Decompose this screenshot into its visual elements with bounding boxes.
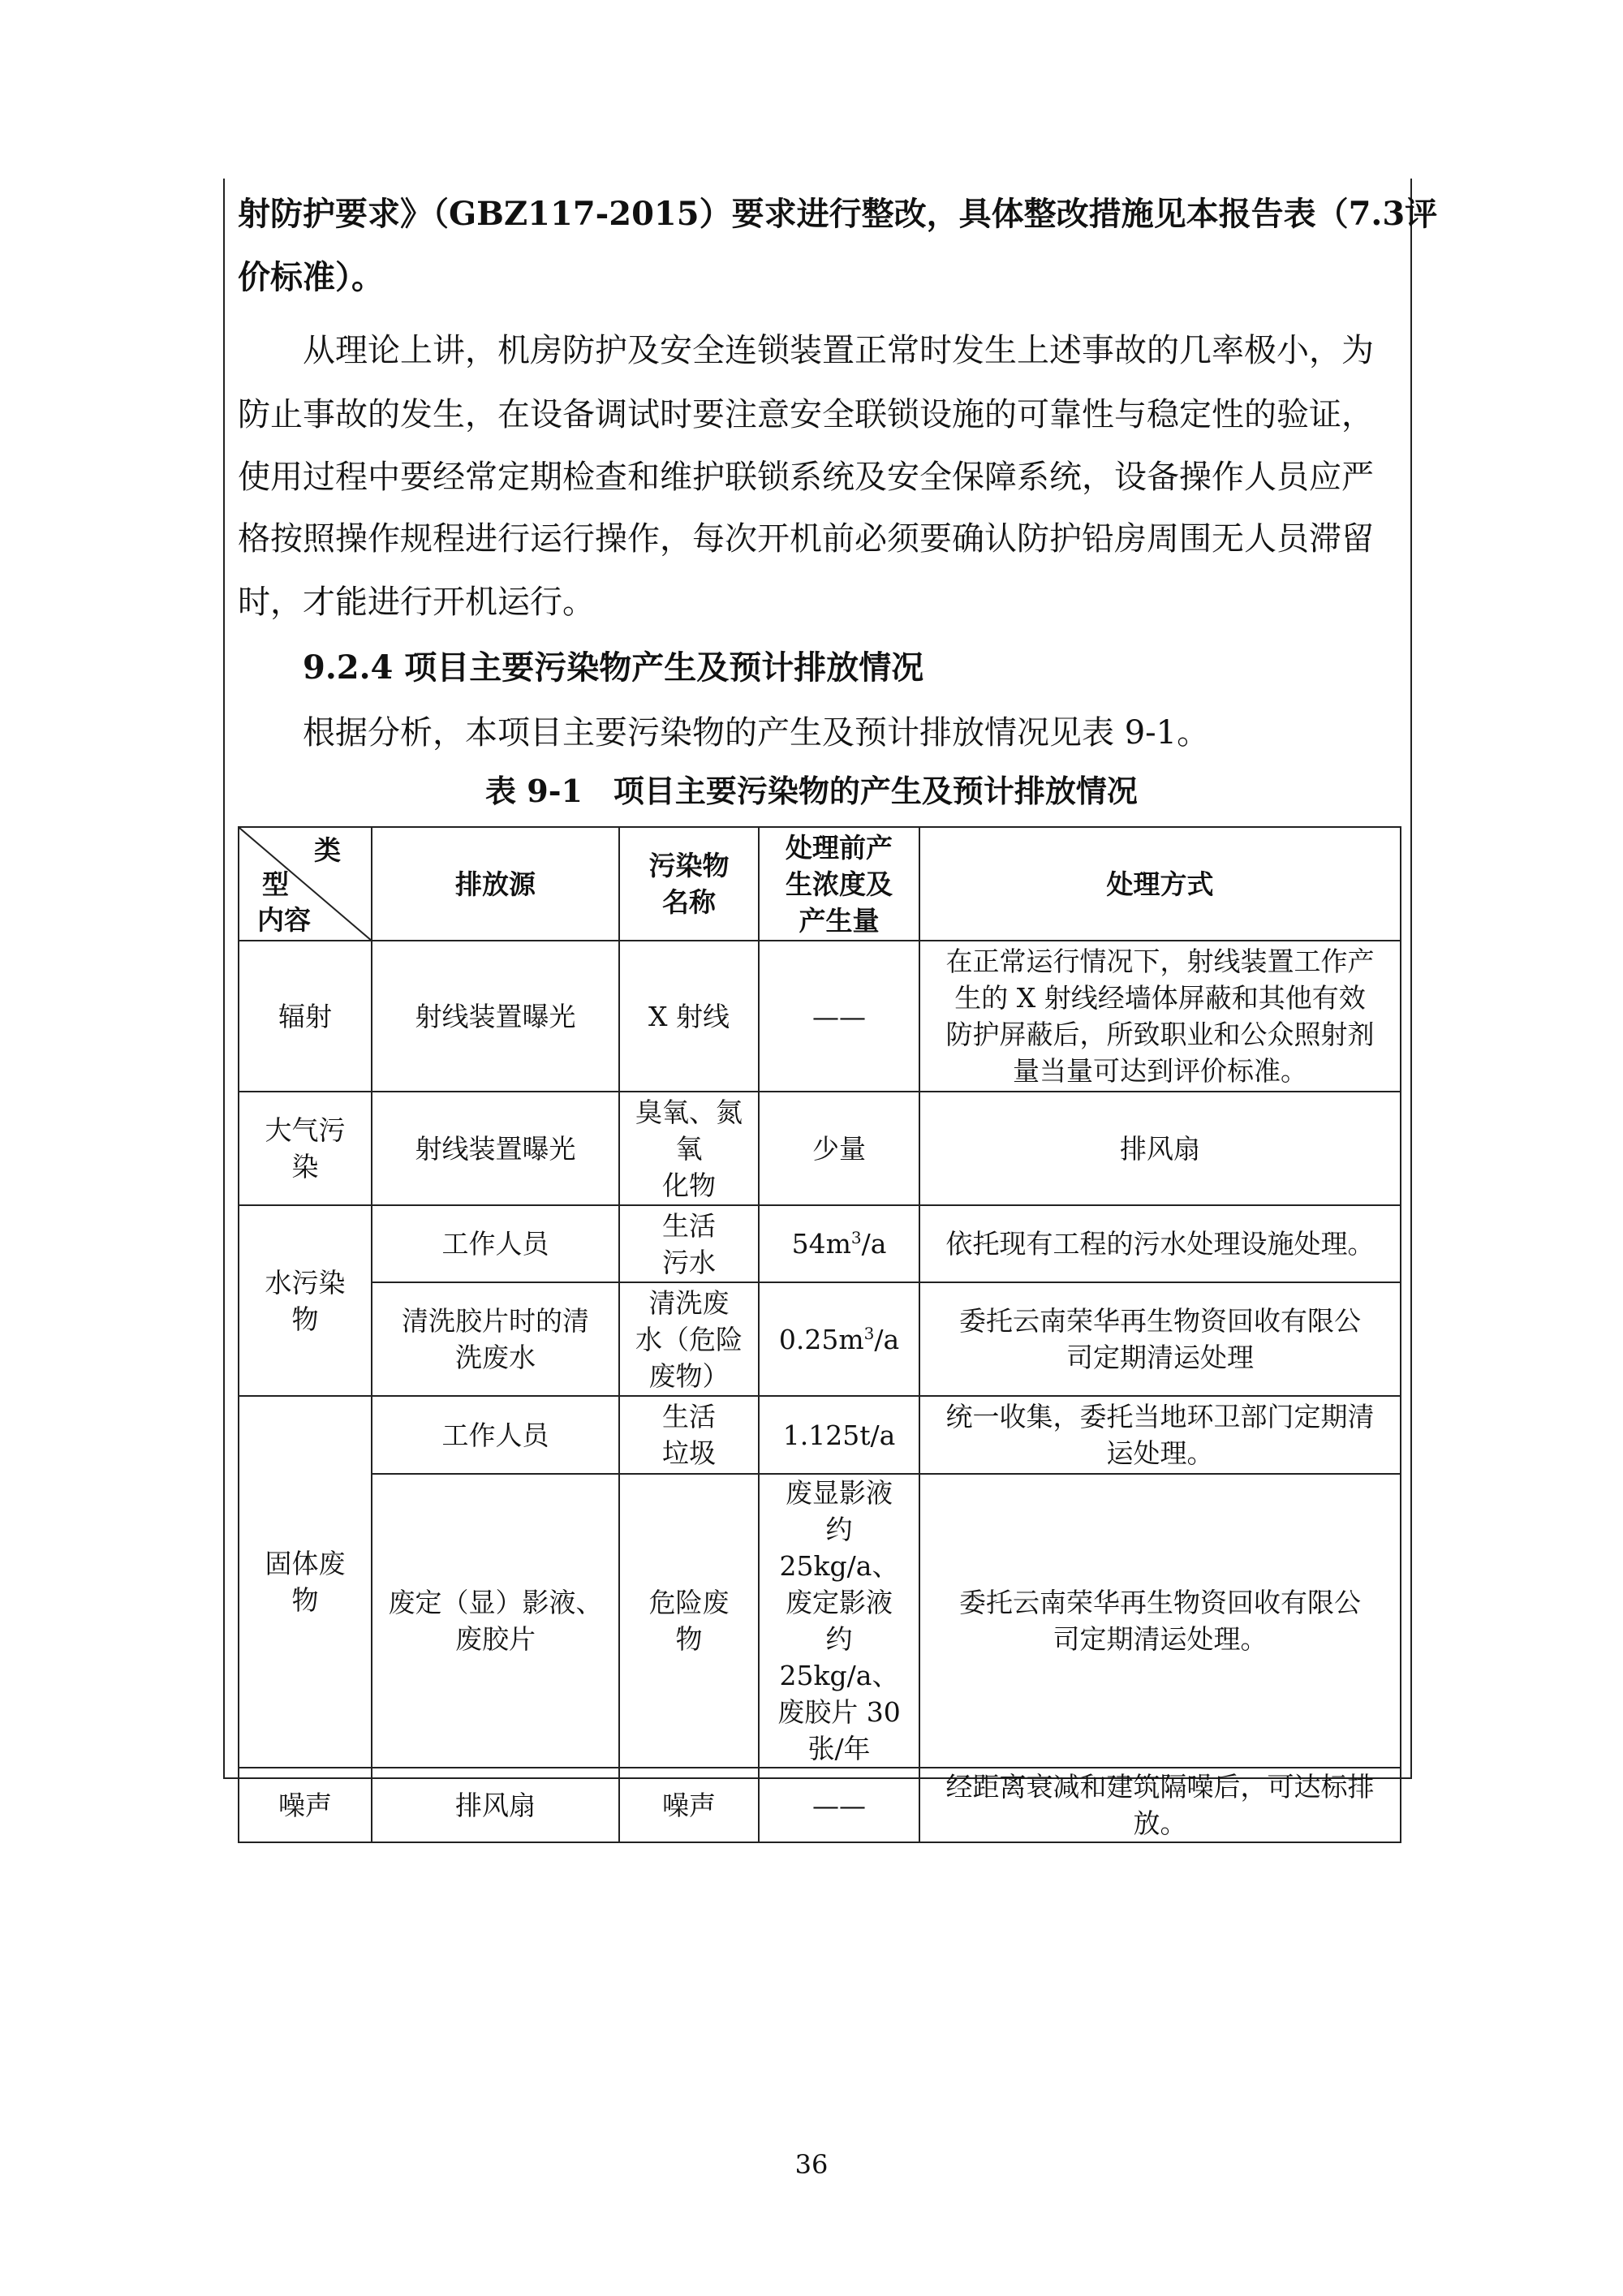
table-row-solid-2 bbox=[239, 1474, 1401, 1768]
amount-line: 张/年 bbox=[807, 1733, 871, 1764]
header-content: 内容 bbox=[257, 904, 311, 936]
amount-line: 废显影液 bbox=[786, 1477, 893, 1509]
method-line: 放。 bbox=[1133, 1807, 1187, 1839]
pollutant-line: 清洗废 bbox=[648, 1286, 730, 1319]
para2-line5: 时，才能进行开机运行。 bbox=[238, 584, 595, 621]
cell-category bbox=[239, 1205, 372, 1396]
method-line: 经距离衰减和建筑隔噪后，可达标排 bbox=[945, 1771, 1375, 1803]
para1-line1: 射防护要求》（GBZ117-2015）要求进行整改，具体整改措施见本报告表（7.3评 bbox=[238, 195, 1438, 233]
header-source: 排放源 bbox=[372, 827, 619, 941]
cell-method bbox=[919, 1768, 1401, 1842]
intro-text: 根据分析，本项目主要污染物的产生及预计排放情况见表 9-1。 bbox=[303, 714, 1210, 752]
table-caption: 表 9-1 项目主要污染物的产生及预计排放情况 bbox=[485, 773, 1138, 809]
cell-pollutant bbox=[619, 1396, 759, 1474]
source-line: 废胶片 bbox=[455, 1623, 536, 1655]
method-line: 委托云南荣华再生物资回收有限公 bbox=[959, 1305, 1361, 1337]
method-line: 统一收集，委托当地环卫部门定期清 bbox=[945, 1401, 1375, 1432]
cell-method bbox=[919, 941, 1401, 1092]
page-number: 36 bbox=[794, 2149, 829, 2180]
amount-value: 54m bbox=[791, 1228, 851, 1260]
pollutant-line: 生活 bbox=[662, 1401, 716, 1432]
cell-amount: 1.125t/a bbox=[759, 1396, 919, 1474]
cell-amount: —— bbox=[759, 1768, 919, 1842]
amount-line: 废胶片 30 bbox=[777, 1696, 901, 1728]
amount-value: 0.25m bbox=[778, 1323, 864, 1355]
para1-line2: 价标准）。 bbox=[238, 258, 384, 296]
method-line: 量当量可达到评价标准。 bbox=[1013, 1055, 1307, 1087]
cell-source: 射线装置曝光 bbox=[372, 941, 619, 1092]
table-row-air bbox=[239, 1092, 1401, 1205]
cell-category: 辐射 bbox=[239, 941, 372, 1092]
pollutant-line: 物 bbox=[675, 1623, 703, 1655]
header-type-2: 型 bbox=[262, 868, 289, 900]
header-pollutant bbox=[619, 827, 759, 941]
pollutant-line: 垃圾 bbox=[662, 1437, 716, 1469]
category-line: 物 bbox=[291, 1303, 319, 1335]
pollutant-line: 生活 bbox=[662, 1209, 716, 1242]
amount-line: 约 25kg/a、 bbox=[779, 1514, 899, 1582]
table-row-water-2 bbox=[239, 1282, 1401, 1396]
cell-pollutant bbox=[619, 1205, 759, 1282]
cell-method bbox=[919, 1282, 1401, 1396]
source-line: 废定（显）影液、 bbox=[388, 1587, 603, 1618]
method-line: 生的 X 射线经墙体屏蔽和其他有效 bbox=[954, 982, 1366, 1014]
cell-category bbox=[239, 1092, 372, 1205]
pollutant-line: 污水 bbox=[662, 1246, 716, 1278]
method-line: 司定期清运处理。 bbox=[1053, 1623, 1268, 1655]
pollutant-line: 化物 bbox=[662, 1169, 716, 1201]
cell-category: 噪声 bbox=[239, 1768, 372, 1842]
method-line: 运处理。 bbox=[1106, 1437, 1214, 1469]
cell-source: 工作人员 bbox=[372, 1396, 619, 1474]
amount-superscript: 3 bbox=[863, 1323, 875, 1343]
pollutant-line: 臭氧、氮 bbox=[635, 1096, 743, 1128]
cell-pollutant: 噪声 bbox=[619, 1768, 759, 1842]
pollutant-line: 水（危险 bbox=[635, 1323, 743, 1355]
cell-pollutant bbox=[619, 1282, 759, 1396]
table-row-noise bbox=[239, 1768, 1401, 1842]
cell-source bbox=[372, 1474, 619, 1768]
header-pollutant-l2: 名称 bbox=[662, 886, 716, 918]
cell-method: 排风扇 bbox=[919, 1092, 1401, 1205]
cell-source: 工作人员 bbox=[372, 1205, 619, 1282]
header-conc-l3: 产生量 bbox=[799, 904, 880, 937]
method-line: 防护屏蔽后，所致职业和公众照射剂 bbox=[945, 1019, 1375, 1050]
header-concentration bbox=[759, 827, 919, 941]
table-header-row bbox=[239, 827, 1401, 941]
category-line: 染 bbox=[291, 1151, 319, 1182]
category-line: 水污染 bbox=[265, 1266, 346, 1299]
header-method: 处理方式 bbox=[919, 827, 1401, 941]
para2-line4: 格按照操作规程进行运行操作，每次开机前必须要确认防护铅房周围无人员滞留 bbox=[238, 520, 1374, 558]
section-heading: 9.2.4 项目主要污染物产生及预计排放情况 bbox=[303, 648, 924, 687]
pollutant-line: 氧 bbox=[675, 1132, 703, 1165]
header-conc-l1: 处理前产 bbox=[786, 831, 893, 864]
cell-amount bbox=[759, 1205, 919, 1282]
para2-line3: 使用过程中要经常定期检查和维护联锁系统及安全保障系统，设备操作人员应严 bbox=[238, 459, 1374, 496]
source-line: 洗废水 bbox=[455, 1342, 536, 1373]
cell-amount bbox=[759, 1282, 919, 1396]
method-line: 在正常运行情况下，射线装置工作产 bbox=[945, 946, 1375, 977]
cell-source: 排风扇 bbox=[372, 1768, 619, 1842]
table-row-water-1 bbox=[239, 1205, 1401, 1282]
cell-source bbox=[372, 1282, 619, 1396]
source-line: 清洗胶片时的清 bbox=[402, 1305, 589, 1337]
table-row-radiation bbox=[239, 941, 1401, 1092]
cell-method bbox=[919, 1396, 1401, 1474]
cell-amount: —— bbox=[759, 941, 919, 1092]
header-type-1: 类 bbox=[314, 834, 341, 866]
cell-source: 射线装置曝光 bbox=[372, 1092, 619, 1205]
table-row-solid-1 bbox=[239, 1396, 1401, 1474]
category-line: 物 bbox=[291, 1584, 319, 1616]
amount-line: 约 25kg/a、 bbox=[779, 1623, 899, 1691]
amount-unit: /a bbox=[861, 1228, 887, 1260]
cell-pollutant bbox=[619, 1092, 759, 1205]
method-line: 司定期清运处理 bbox=[1066, 1342, 1254, 1373]
pollutant-line: 废物） bbox=[648, 1359, 730, 1392]
cell-method bbox=[919, 1474, 1401, 1768]
para2-line1: 从理论上讲，机房防护及安全连锁装置正常时发生上述事故的几率极小，为 bbox=[303, 332, 1374, 369]
cell-amount: 少量 bbox=[759, 1092, 919, 1205]
cell-method: 依托现有工程的污水处理设施处理。 bbox=[919, 1205, 1401, 1282]
header-diagonal-cell bbox=[239, 827, 372, 941]
cell-pollutant bbox=[619, 1474, 759, 1768]
header-pollutant-l1: 污染物 bbox=[648, 850, 730, 881]
category-line: 固体废 bbox=[265, 1548, 346, 1579]
header-conc-l2: 生浓度及 bbox=[786, 868, 893, 900]
cell-amount bbox=[759, 1474, 919, 1768]
category-line: 大气污 bbox=[265, 1114, 346, 1146]
pollutant-line: 危险废 bbox=[648, 1587, 730, 1618]
amount-line: 废定影液 bbox=[786, 1587, 893, 1618]
cell-pollutant: X 射线 bbox=[619, 941, 759, 1092]
amount-unit: /a bbox=[874, 1323, 900, 1355]
method-line: 委托云南荣华再生物资回收有限公 bbox=[959, 1587, 1361, 1618]
pollutant-table bbox=[238, 826, 1401, 1843]
amount-superscript: 3 bbox=[850, 1228, 862, 1247]
para2-line2: 防止事故的发生，在设备调试时要注意安全联锁设施的可靠性与稳定性的验证， bbox=[238, 396, 1374, 433]
cell-category bbox=[239, 1396, 372, 1768]
